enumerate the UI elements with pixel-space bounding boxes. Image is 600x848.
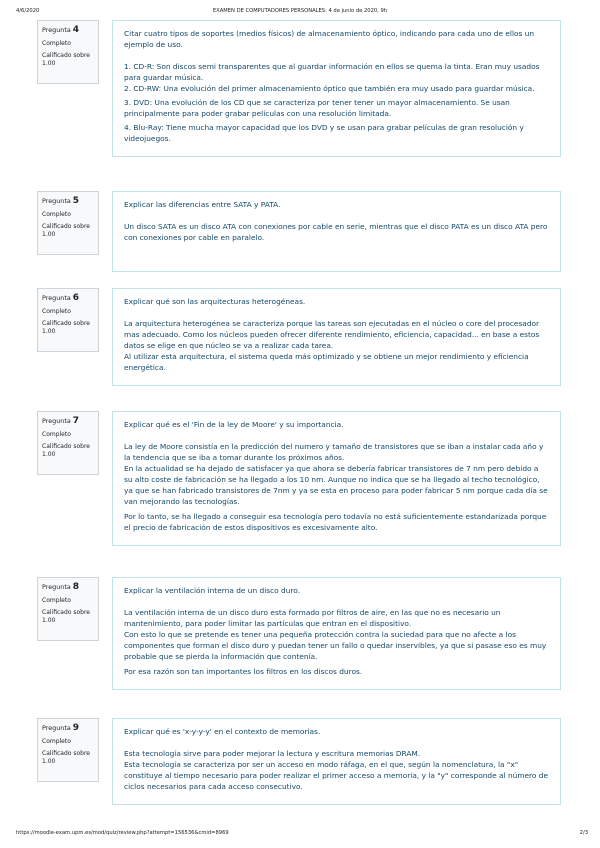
question-info: [37, 191, 99, 255]
question-number: Pregunta 4: [42, 25, 80, 35]
question-prompt: Explicar qué son las arquitecturas heterogéneas.: [124, 297, 306, 306]
question-content: [112, 411, 561, 546]
question-content: [112, 718, 561, 805]
answer-paragraph: La ley de Moore consistía en la predicción del numero y tamaño de transistores que se iban a instalar cada año y la tendencia que se iba a tomar durante los próximos años.: [124, 442, 544, 462]
answer-paragraph: Por lo tanto, se ha llegado a conseguir esa tecnología pero todavía no está suficientemente estandarizada porque el precio de fabricación de estos dispositivos es excesivamente alto.: [124, 512, 547, 532]
answer-paragraph: Por esa razón son tan importantes los filtros en los discos duros.: [124, 667, 363, 676]
answer-paragraph: Esta tecnología sirve para poder mejorar la lectura y escritura memorias DRAM.: [124, 749, 421, 758]
print-date: 4/6/2020: [16, 8, 40, 14]
answer-paragraph: 3. DVD: Una evolución de los CD que se caracteriza por tener tener un mayor almacenamiento. Se usan principalmente para poder grabar películas con una resolución limitada.: [124, 98, 510, 118]
question-number: Pregunta 9: [42, 723, 80, 733]
answer-paragraph: Un disco SATA es un disco ATA con conexiones por cable en serie, mientras que el disco PATA es un disco ATA pero con conexiones por cable en paralelo.: [124, 222, 548, 242]
question-prompt: Explicar la ventilación interna de un disco duro.: [124, 586, 301, 595]
question-info: [37, 718, 99, 782]
question-grade: Calificado sobre 1.00: [42, 223, 90, 238]
question-number: Pregunta 5: [42, 196, 80, 206]
question-prompt: Explicar las diferencias entre SATA y PATA.: [124, 200, 281, 209]
question-prompt: Citar cuatro tipos de soportes (medios físicos) de almacenamiento óptico, indicando para cada uno de ellos un ejemplo de uso.: [124, 29, 535, 49]
answer-paragraph: Con esto lo que se pretende es tener una pequeña protección contra la suciedad para que no afecte a los componentes que forman el disco duro y puedan tener un fallo o quedar inservibles, ya que si pasase eso es muy probable que se pierda la información que contenía.: [124, 630, 547, 661]
page-number: 2/3: [579, 830, 588, 836]
question-number: Pregunta 7: [42, 416, 80, 426]
question-grade: Calificado sobre 1.00: [42, 443, 90, 458]
answer-paragraph: Al utilizar esta arquitectura, el sistema queda más optimizado y se obtiene un mejor rendimiento y eficiencia energética.: [124, 352, 529, 372]
question-state: Completo: [42, 211, 71, 218]
question-content: [112, 288, 561, 386]
answer-paragraph: Esta tecnología se caracteriza por ser un acceso en modo ráfaga, en el que, según la nomenclatura, la "x" constituye al tiempo necesario para poder realizar el primer acceso a memoria, y la "y" corresponde al número de ciclos necesarios para cada acceso consecutivo.: [124, 760, 549, 791]
print-header: [0, 8, 600, 18]
answer-paragraph: 1. CD-R: Son discos semi transparentes que al guardar información en ellos se quema la tinta. Eran muy usados para guardar música.: [124, 62, 540, 82]
question-state: Completo: [42, 738, 71, 745]
question-state: Completo: [42, 40, 71, 47]
answer-paragraph: 4. Blu-Ray: Tiene mucha mayor capacidad que los DVD y se usan para grabar películas de gran resolución y videojuegos.: [124, 123, 524, 143]
question-grade: Calificado sobre 1.00: [42, 750, 90, 765]
answer-paragraph: 2. CD-RW: Una evolución del primer almacenamiento óptico que también era muy usado para guardar música.: [124, 84, 535, 93]
question-grade: Calificado sobre 1.00: [42, 52, 90, 67]
question-info: [37, 20, 99, 84]
question-content: [112, 191, 561, 272]
answer-paragraph: En la actualidad se ha dejado de satisfacer ya que ahora se debería fabricar transistores de 7 nm pero debido a su alto coste de fabricación se ha llegado a los 10 nm. Aunque no indica que se ha llegado al techo tecnológico, ya que se han fabricado transistores de 7nm y ya se esta en proceso para poder fabricar 5 nm porque cada día se van mejorando las tecnologías.: [124, 464, 548, 506]
question-number: Pregunta 6: [42, 293, 80, 303]
question-grade: Calificado sobre 1.00: [42, 609, 90, 624]
print-footer: [0, 830, 600, 840]
question-state: Completo: [42, 597, 71, 604]
question-prompt: Explicar qué es 'x-y-y-y' en el contexto de memorias.: [124, 727, 321, 736]
question-grade: Calificado sobre 1.00: [42, 320, 90, 335]
question-content: [112, 577, 561, 690]
print-title: EXAMEN DE COMPUTADORES PERSONALES: 4 de junio de 2020, 9h: [212, 8, 388, 14]
question-state: Completo: [42, 431, 71, 438]
question-prompt: Explicar qué es el 'Fin de la ley de Moore' y su importancia.: [124, 420, 344, 429]
answer-paragraph: La ventilación interna de un disco duro esta formado por filtros de aire, en las que no es necesario un mantenimiento, para poder limitar las partículas que entran en el dispositivo.: [124, 608, 501, 628]
print-url: https://moodle-exam.upm.es/mod/quiz/review.php?attempt=156536&cmid=8969: [16, 830, 229, 836]
answer-paragraph: La arquitectura heterogénea se caracteriza porque las tareas son ejecutadas en el núcleo o core del procesador mas adecuado. Como los núcleos pueden ofrecer diferente rendimiento, eficiencia, capacidad... en base a estos datos se elige en que núcleo se va a realizar cada tarea.: [124, 319, 540, 350]
question-info: [37, 577, 99, 641]
question-state: Completo: [42, 308, 71, 315]
question-content: [112, 20, 561, 157]
question-info: [37, 411, 99, 475]
question-number: Pregunta 8: [42, 582, 80, 592]
question-info: [37, 288, 99, 352]
